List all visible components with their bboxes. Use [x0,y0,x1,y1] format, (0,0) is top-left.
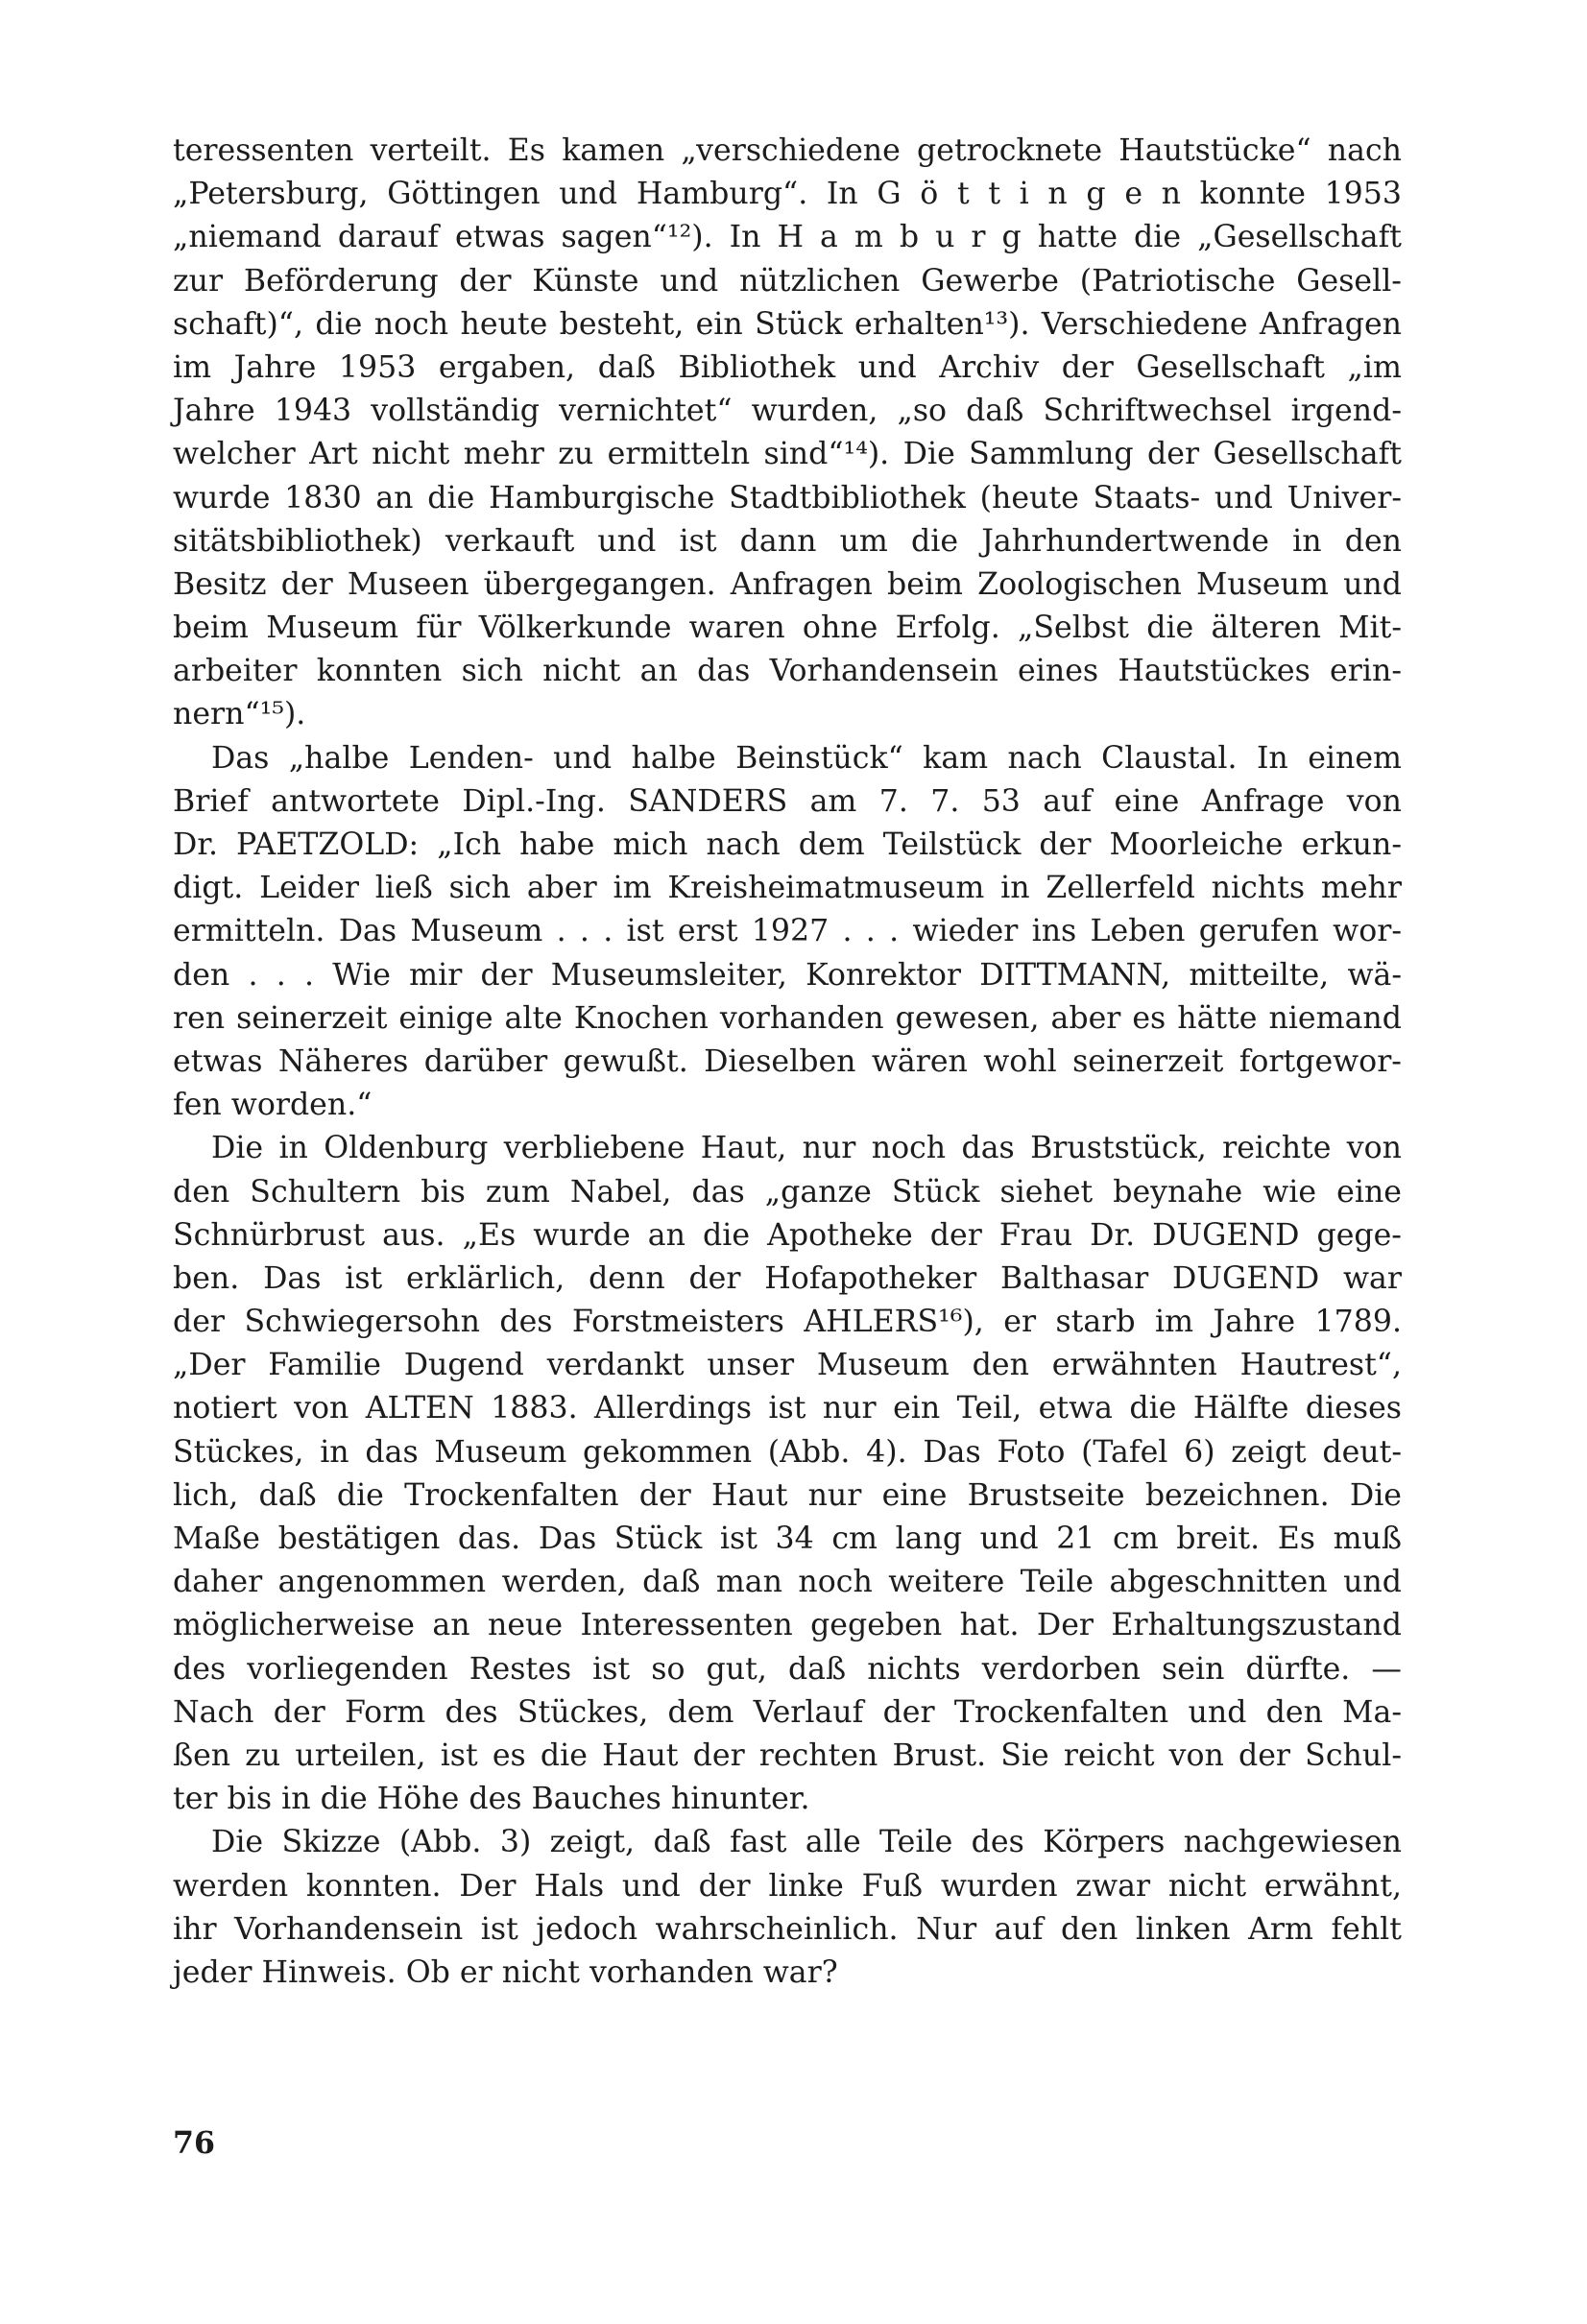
text-line: wurde 1830 an die Hamburgische Stadtbibliothek (heute Staats- und Univer- [173,480,1402,515]
text-line: zur Beförderung der Künste und nützlichen Gewerbe (Patriotische Gesell- [173,263,1402,299]
text-line: ren seinerzeit einige alte Knochen vorhanden gewesen, aber es hätte niemand [173,1000,1402,1036]
text-line: Das „halbe Lenden- und halbe Beinstück“ kam nach Claustal. In einem [211,740,1402,776]
text-line: möglicherweise an neue Interessenten gegeben hat. Der Erhaltungszustand [173,1608,1402,1643]
text-line: Dr. PAETZOLD: „Ich habe mich nach dem Teilstück der Moorleiche erkun- [173,827,1402,862]
text-line: ben. Das ist erklärlich, denn der Hofapotheker Balthasar DUGEND war [173,1260,1402,1296]
text-line: werden konnten. Der Hals und der linke Fuß wurden zwar nicht erwähnt, [173,1868,1402,1904]
text-line: ihr Vorhandensein ist jedoch wahrscheinlich. Nur auf den linken Arm fehlt [173,1911,1402,1947]
text-line: den Schultern bis zum Nabel, das „ganze Stück siehet beynahe wie eine [173,1174,1402,1210]
text-line: lich, daß die Trockenfalten der Haut nur eine Brustseite bezeichnen. Die [173,1477,1402,1513]
text-line: Schnürbrust aus. „Es wurde an die Apotheke der Frau Dr. DUGEND gege- [173,1217,1402,1253]
text-line: Jahre 1943 vollständig vernichtet“ wurden, „so daß Schriftwechsel irgend- [173,394,1402,429]
text-line: beim Museum für Völkerkunde waren ohne Erfolg. „Selbst die älteren Mit- [173,611,1402,646]
body-text [173,130,1402,1995]
text-line: im Jahre 1953 ergaben, daß Bibliothek und Archiv der Gesellschaft „im [173,349,1402,385]
text-line: ter bis in die Höhe des Bauches hinunter. [173,1782,810,1817]
text-line: Maße bestätigen das. Das Stück ist 34 cm lang und 21 cm breit. Es muß [173,1521,1402,1556]
text-line: Stückes, in das Museum gekommen (Abb. 4). Das Foto (Tafel 6) zeigt deut- [173,1434,1402,1470]
text-line: „Der Familie Dugend verdankt unser Museum den erwähnten Hautrest“, [173,1348,1402,1383]
text-line: ßen zu urteilen, ist es die Haut der rechten Brust. Sie reicht von der Schul- [173,1737,1402,1773]
text-line: daher angenommen werden, daß man noch weitere Teile abgeschnitten und [173,1565,1402,1600]
text-line: „niemand darauf etwas sagen“¹²). In H a m b u r g hatte die „Gesellschaft [173,220,1402,255]
text-line: teressenten verteilt. Es kamen „verschiedene getrocknete Hautstücke“ nach [173,133,1402,168]
text-line: sitätsbibliothek) verkauft und ist dann um die Jahrhundertwende in den [173,523,1402,559]
text-line: nern“¹⁵). [173,697,306,732]
text-line: welcher Art nicht mehr zu ermitteln sind“¹⁴). Die Sammlung der Gesellschaft [173,437,1402,472]
text-line: Nach der Form des Stückes, dem Verlauf der Trockenfalten und den Ma- [173,1694,1402,1730]
text-line: jeder Hinweis. Ob er nicht vorhanden war? [173,1954,838,1990]
text-line: Besitz der Museen übergegangen. Anfragen beim Zoologischen Museum und [173,566,1402,602]
text-line: schaft)“, die noch heute besteht, ein Stück erhalten¹³). Verschiedene Anfragen [173,306,1402,342]
text-line: des vorliegenden Restes ist so gut, daß nichts verdorben sein dürfte. — [173,1651,1402,1687]
text-line: Die Skizze (Abb. 3) zeigt, daß fast alle Teile des Körpers nachgewiesen [211,1825,1402,1860]
text-line: „Petersburg, Göttingen und Hamburg“. In G ö t t i n g e n konnte 1953 [173,177,1402,212]
text-line: den . . . Wie mir der Museumsleiter, Konrektor DITTMANN, mitteilte, wä- [173,957,1402,993]
text-line: ermitteln. Das Museum . . . ist erst 1927 . . . wieder ins Leben gerufen wor- [173,914,1402,949]
text-line: notiert von ALTEN 1883. Allerdings ist nur ein Teil, etwa die Hälfte dieses [173,1391,1402,1426]
text-line: der Schwiegersohn des Forstmeisters AHLERS¹⁶), er starb im Jahre 1789. [173,1305,1402,1340]
text-line: etwas Näheres darüber gewußt. Dieselben wären wohl seinerzeit fortgewor- [173,1043,1402,1079]
page-number: 76 [173,2125,215,2161]
text-line: Die in Oldenburg verbliebene Haut, nur noch das Bruststück, reichte von [211,1131,1402,1166]
text-line: digt. Leider ließ sich aber im Kreisheimatmuseum in Zellerfeld nichts mehr [173,871,1402,906]
text-line: arbeiter konnten sich nicht an das Vorhandensein eines Hautstückes erin- [173,654,1402,689]
text-line: fen worden.“ [173,1088,373,1123]
text-line: Brief antwortete Dipl.-Ing. SANDERS am 7. 7. 53 auf eine Anfrage von [173,783,1402,819]
